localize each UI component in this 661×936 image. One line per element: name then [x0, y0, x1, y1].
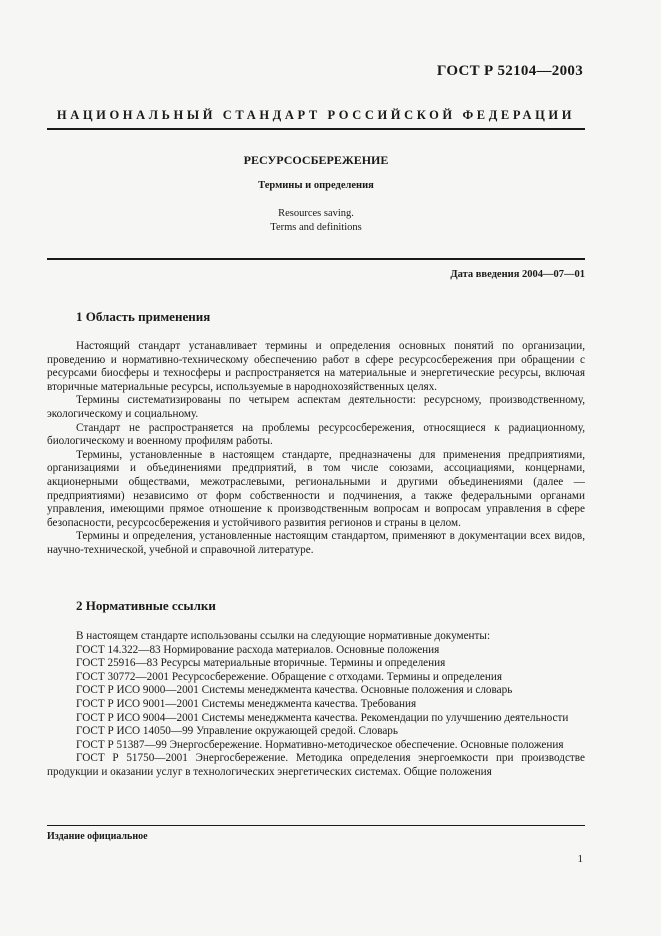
document-number: ГОСТ Р 52104—2003	[436, 63, 583, 79]
official-edition-label: Издание официальное	[47, 831, 148, 842]
paragraph: Стандарт не распространяется на проблемы ресурсосбережения, относящиеся к радиационному, биологическому и военному профилям работы.	[47, 421, 585, 448]
section-references-body	[47, 630, 585, 780]
reference-item: ГОСТ Р ИСО 14050—99 Управление окружающей средой. Словарь	[76, 725, 398, 738]
introduction-date: Дата введения 2004—07—01	[450, 269, 585, 280]
english-title	[47, 207, 585, 235]
reference-item: ГОСТ Р 51387—99 Энергосбережение. Нормативно-методическое обеспечение. Основные положения	[76, 738, 564, 751]
paragraph: В настоящем стандарте использованы ссылки на следующие нормативные документы:	[76, 630, 491, 642]
section-heading-scope: 1 Область применения	[76, 309, 211, 324]
reference-item: ГОСТ Р ИСО 9000—2001 Системы менеджмента качества. Основные положения и словарь	[76, 684, 513, 697]
title-rule	[47, 258, 585, 260]
paragraph: Термины и определения, установленные настоящим стандартом, применяют в документации всех видов, научно-технической, учебной и справочной литературе.	[47, 530, 585, 556]
reference-item: ГОСТ 25916—83 Ресурсы материальные вторичные. Термины и определения	[76, 657, 446, 670]
section-heading-references: 2 Нормативные ссылки	[76, 598, 216, 613]
footer-rule	[47, 825, 585, 826]
reference-item: ГОСТ Р ИСО 9004—2001 Системы менеджмента качества. Рекомендации по улучшению деятельности	[76, 711, 569, 724]
section-scope-body	[47, 340, 585, 558]
header-rule	[47, 128, 585, 130]
reference-item: ГОСТ 30772—2001 Ресурсосбережение. Обращение с отходами. Термины и определения	[76, 670, 503, 683]
paragraph: Термины, установленные в настоящем стандарте, предназначены для применения предприятиями, организациями и объединениями предприятий, в том числе союзами, ассоциациями, концернами, акционерными обществами, межотраслевыми, региональными и другими объединениями (далее — предприятиями) независимо от форм собственности и подчинения, а также федеральными органами управления, имеющими прямое отношение к производственным вопросам и вопросам управления в сфере безопасности, ресурсосбережения и устойчивого развития регионов и страны в целом.	[47, 448, 585, 529]
reference-item: ГОСТ Р ИСО 9001—2001 Системы менеджмента качества. Требования	[76, 697, 417, 710]
paragraph: Настоящий стандарт устанавливает термины и определения основных понятий по организации, проведению и нормативно-техническому обеспечению работ в сфере ресурсосбережения при обращении с ресурсами биосферы и техносферы и распространяется на материальные и энергетические ресурсы, включая вторичные материальные ресурсы, используемые в народнохозяйственных целях.	[47, 340, 585, 393]
english-title-line: Terms and definitions	[270, 222, 362, 233]
page-number: 1	[577, 853, 583, 865]
reference-item: ГОСТ 14.322—83 Нормирование расхода материалов. Основные положения	[76, 643, 440, 656]
english-title-line: Resources saving.	[278, 208, 354, 219]
document-subtitle: Термины и определения	[258, 180, 374, 191]
paragraph: Термины систематизированы по четырем аспектам деятельности: ресурсному, производственному, экологическому и социальному.	[47, 394, 585, 420]
standard-banner: НАЦИОНАЛЬНЫЙ СТАНДАРТ РОССИЙСКОЙ ФЕДЕРАЦИИ	[56, 108, 576, 122]
document-title: РЕСУРСОСБЕРЕЖЕНИЕ	[243, 153, 389, 167]
reference-item: ГОСТ Р 51750—2001 Энергосбережение. Методика определения энергоемкости при производстве продукции и оказании услуг в технологических энергетических системах. Общие положения	[47, 752, 585, 778]
